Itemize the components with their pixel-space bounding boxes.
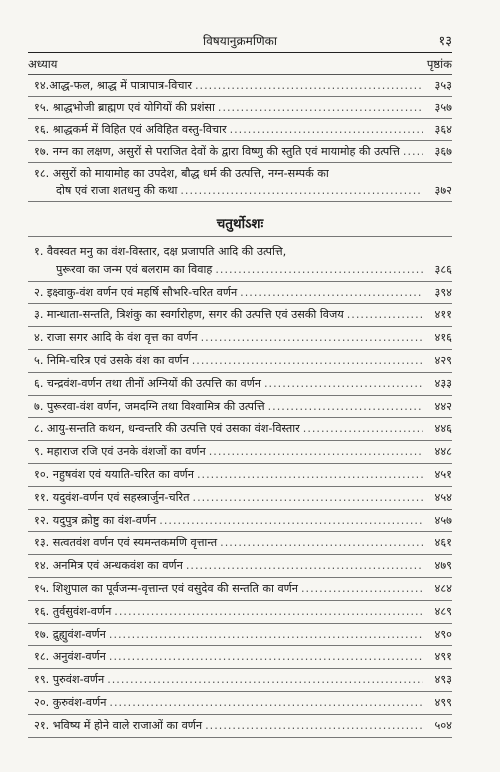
toc-entry-title: १४.आद्ध-फल, श्राद्ध में पात्रापात्र-विचार <box>34 79 192 92</box>
toc-entry-title: ८. आयु-सन्तति कथन, धन्वन्तरि की उत्पत्ति एवं उसका वंश-विस्तार <box>34 422 300 436</box>
toc-entry-title: २०. कुरुवंश-वर्णन <box>34 695 107 709</box>
page-number: १३ <box>438 34 452 49</box>
toc-entry-title: २. इक्ष्वाकु-वंश वर्णन एवं महर्षि सौभरि-चरित वर्णन <box>34 285 238 299</box>
toc-entry <box>28 396 452 419</box>
toc-list-section2 <box>28 241 452 738</box>
page-column-label: पृष्ठांक <box>426 57 452 71</box>
toc-entry-title: १६. श्राद्धकर्म में विहित एवं अविहित वस्तु-विचार <box>34 123 227 136</box>
toc-entry-page: ५०४ <box>434 718 452 732</box>
dot-leader <box>403 143 423 160</box>
toc-entry-title: १९. पुरुवंश-वर्णन <box>34 673 105 687</box>
toc-entry-title: ९. महाराज रजि एवं उनके वंशजों का वर्णन <box>34 445 206 459</box>
dot-leader <box>268 398 423 416</box>
toc-entry <box>28 119 452 141</box>
dot-leader <box>215 261 423 279</box>
toc-entry-title: १. वैवस्वत मनु का वंश-विस्तार, दक्ष प्रजापति आदि की उत्पत्ति, <box>34 245 287 258</box>
dot-leader <box>209 443 423 461</box>
toc-entry-title: ५. निमि-चरित्र एवं उसके वंश का वर्णन <box>34 353 189 367</box>
toc-entry-page: ४९१ <box>434 650 452 664</box>
toc-entry-title: १६. तुर्वसुवंश-वर्णन <box>34 604 112 618</box>
dot-leader <box>220 534 423 552</box>
toc-entry-title: १३. सत्वतवंश वर्णन एवं स्यमन्तकमणि वृत्तान्त <box>34 536 218 550</box>
toc-entry-title: १८. अनुवंश-वर्णन <box>34 650 106 664</box>
toc-entry <box>28 304 452 327</box>
toc-entry <box>28 555 452 578</box>
dot-leader <box>180 182 423 199</box>
toc-entry-page: ४६१ <box>434 536 452 550</box>
toc-entry-title: १५. शिशुपाल का पूर्वजन्म-वृत्तान्त एवं वसुदेव की सन्तति का वर्णन <box>34 581 298 595</box>
toc-entry <box>28 692 452 715</box>
toc-entry-page: ३९४ <box>434 285 452 299</box>
dot-leader <box>240 284 423 302</box>
dot-leader <box>264 375 423 393</box>
chapter-column-label: अध्याय <box>28 57 58 71</box>
dot-leader <box>109 626 423 644</box>
toc-entry-title: ७. पुरूरवा-वंश वर्णन, जमदग्नि तथा विश्वामित्र की उत्पत्ति <box>34 399 265 413</box>
toc-entry-page: ४८४ <box>434 581 452 595</box>
toc-entry <box>28 601 452 624</box>
section-title: चतुर्थोऽशः <box>28 214 452 237</box>
toc-entry-page: ४३३ <box>434 376 452 390</box>
toc-entry <box>28 97 452 119</box>
toc-entry-page: ४४८ <box>434 445 452 459</box>
toc-entry <box>28 669 452 692</box>
toc-entry <box>28 464 452 487</box>
toc-entry <box>28 350 452 373</box>
toc-entry-page: ४९३ <box>434 673 452 687</box>
dot-leader <box>205 717 423 735</box>
toc-entry <box>28 578 452 601</box>
toc-entry-page: ४११ <box>434 308 452 322</box>
dot-leader <box>159 512 423 530</box>
toc-entry-title: ४. राजा सगर आदि के वंश वृत्त का वर्णन <box>34 331 198 345</box>
toc-entry-title: पुरूरवा का जन्म एवं बलराम का विवाह <box>56 262 213 276</box>
toc-entry-page: ४४६ <box>434 422 452 436</box>
toc-entry <box>28 373 452 396</box>
toc-entry-title: २१. भविष्य में होने वाले राजाओं का वर्णन <box>34 718 203 732</box>
toc-entry-title: ३. मान्धाता-सन्तति, त्रिशंकु का स्वर्गारोहण, सगर की उत्पत्ति एवं उसकी विजय <box>34 308 344 322</box>
toc-entry-page: ३६४ <box>434 123 452 136</box>
toc-entry-title: १७. द्रुह्युवंश-वर्णन <box>34 627 106 641</box>
toc-entry-title: १५. श्राद्धभोजी ब्राह्मण एवं योगियों की प्रशंसा <box>34 101 215 114</box>
running-title: विषयानुक्रमणिका <box>203 34 277 48</box>
toc-entry <box>28 141 452 163</box>
dot-leader <box>230 121 423 138</box>
toc-entry <box>28 241 452 282</box>
toc-entry-title: १२. यदुपुत्र क्रोष्टु का वंश-वर्णन <box>34 513 157 527</box>
toc-entry-page: ४५१ <box>434 467 452 481</box>
dot-leader <box>186 557 423 575</box>
toc-entry-page: ३५३ <box>434 79 452 92</box>
toc-entry-page: ४२९ <box>434 353 452 367</box>
toc-entry-page: ४८९ <box>434 604 452 618</box>
toc-entry <box>28 163 452 202</box>
dot-leader <box>107 671 423 689</box>
running-header <box>28 30 452 53</box>
toc-entry-page: ३८६ <box>434 262 452 276</box>
dot-leader <box>192 352 423 370</box>
toc-entry-page: ४९९ <box>434 695 452 709</box>
dot-leader <box>114 603 423 621</box>
toc-entry <box>28 487 452 510</box>
toc-entry-page: ४१६ <box>434 331 452 345</box>
toc-entry-title: दोष एवं राजा शतधनु की कथा <box>56 184 178 197</box>
toc-list-section1 <box>28 75 452 202</box>
toc-entry-page: ३५७ <box>434 101 452 114</box>
toc-entry-title: ६. चन्द्रवंश-वर्णन तथा तीनों अग्नियों की उत्पत्ति का वर्णन <box>34 376 261 390</box>
toc-entry-title: १८. असुरों को मायामोह का उपदेश, बौद्ध धर्म की उत्पत्ति, नग्न-सम्पर्क का <box>34 167 329 180</box>
toc-entry <box>28 624 452 647</box>
dot-leader <box>109 648 423 666</box>
toc-entry <box>28 327 452 350</box>
dot-leader <box>303 420 423 438</box>
toc-entry <box>28 715 452 738</box>
column-header <box>28 53 452 75</box>
dot-leader <box>109 694 423 712</box>
dot-leader <box>195 77 423 94</box>
dot-leader <box>201 329 423 347</box>
dot-leader <box>193 489 423 507</box>
dot-leader <box>218 99 423 116</box>
toc-entry-page: ४७९ <box>434 559 452 573</box>
dot-leader <box>197 466 423 484</box>
toc-entry <box>28 532 452 555</box>
toc-entry-page: ४४२ <box>434 399 452 413</box>
toc-entry-page: ४९० <box>434 627 452 641</box>
toc-entry-title: १०. नहुषवंश एवं ययाति-चरित का वर्णन <box>34 467 194 481</box>
toc-entry <box>28 441 452 464</box>
toc-entry <box>28 282 452 305</box>
toc-entry-title: १७. नग्न का लक्षण, असुरों से पराजित देवों के द्वारा विष्णु की स्तुति एवं मायामोह की उत्पत्ति <box>34 145 400 158</box>
toc-entry-page: ३६७ <box>434 145 452 158</box>
toc-entry-page: ४५४ <box>434 490 452 504</box>
toc-entry-title: १४. अनमित्र एवं अन्धकवंश का वर्णन <box>34 559 183 573</box>
toc-entry <box>28 75 452 97</box>
toc-entry-page: ३७२ <box>434 184 452 197</box>
toc-entry-title: ११. यदुवंश-वर्णन एवं सहस्त्रार्जुन-चरित <box>34 490 190 504</box>
toc-entry <box>28 510 452 533</box>
dot-leader <box>301 580 423 598</box>
toc-entry-page: ४५७ <box>434 513 452 527</box>
toc-entry <box>28 418 452 441</box>
dot-leader <box>347 306 423 324</box>
toc-entry <box>28 646 452 669</box>
